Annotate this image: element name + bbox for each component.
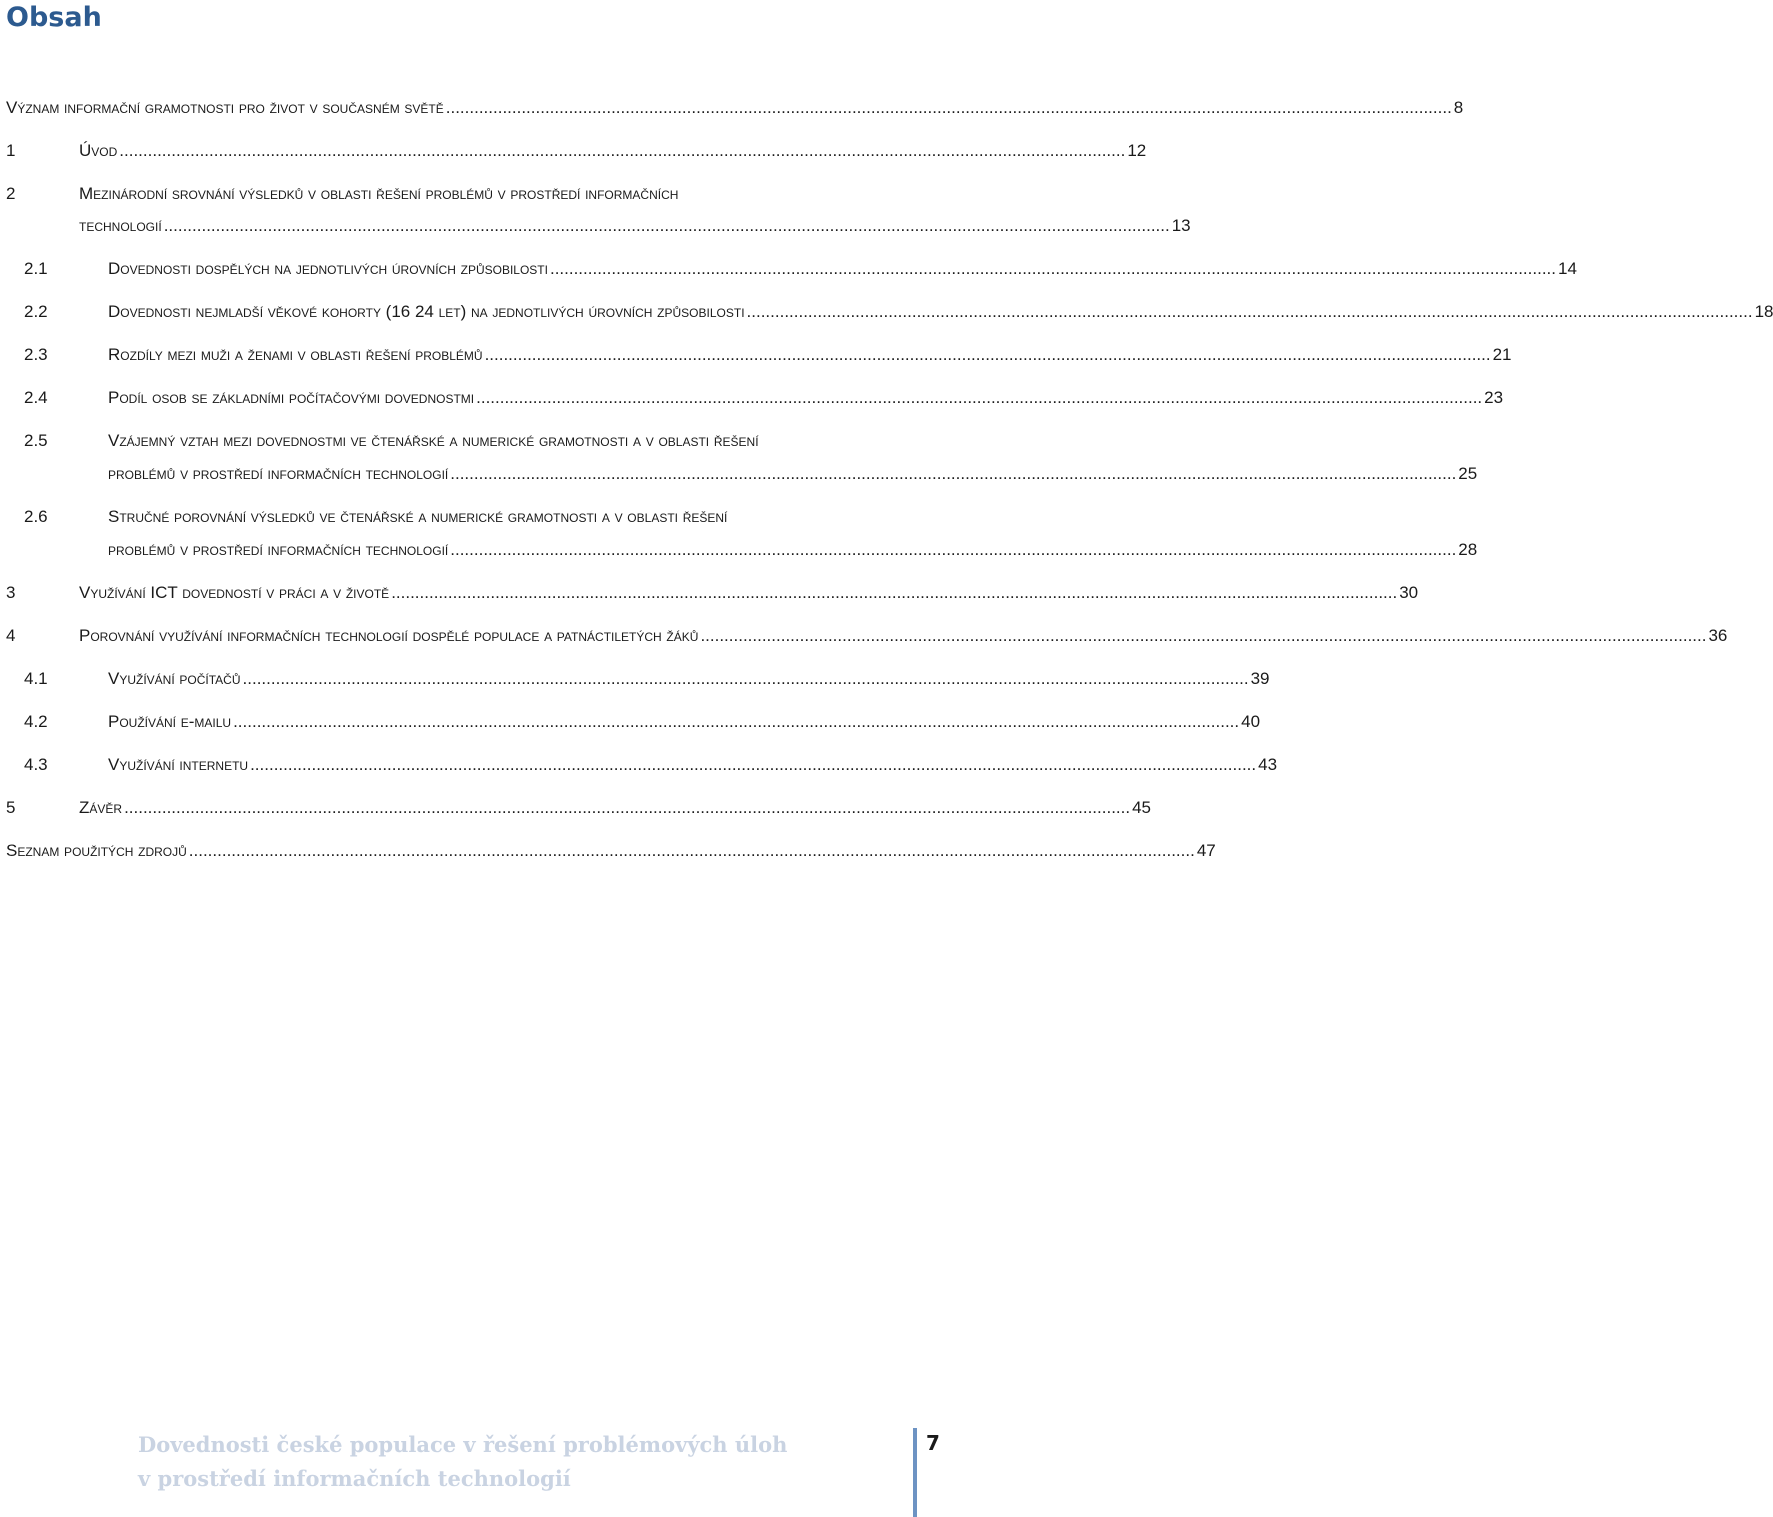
footer-page-number: 7 (926, 1431, 940, 1455)
footer-title (138, 1428, 787, 1496)
toc-entry[interactable] (0, 539, 1478, 561)
toc-entry[interactable] (0, 215, 1191, 237)
toc-entry[interactable] (0, 840, 1216, 862)
toc-leader-dots: ..................................................................................................................................................................................................................... (450, 540, 1457, 559)
toc-entry-number: 4 (6, 626, 16, 645)
page-title: Obsah (6, 2, 102, 33)
toc-entry-page: 8 (1453, 98, 1464, 117)
toc-entry-title-line1: Stručné porovnání výsledků ve čtenářské a numerické gramotnosti a v oblasti řešení (108, 507, 728, 526)
toc-entry-number: 2.3 (24, 345, 48, 364)
toc-entry-title: Porovnání využívání informačních technologií dospělé populace a patnáctiletých žáků (79, 626, 699, 645)
toc-entry-title: Seznam použitých zdrojů (6, 841, 187, 860)
toc-entry[interactable] (0, 463, 1478, 485)
toc-entry-number: 3 (6, 583, 16, 602)
toc-leader-dots: ..................................................................................................................................................................................................................... (188, 841, 1195, 860)
toc-entry-page: 40 (1241, 712, 1261, 731)
toc-entry-first-line[interactable] (0, 430, 960, 452)
toc-entry[interactable] (0, 668, 1270, 690)
toc-leader-dots: ..................................................................................................................................................................................................................... (746, 302, 1753, 321)
toc-entry-page: 47 (1196, 841, 1216, 860)
toc-leader-dots: ..................................................................................................................................................................................................................... (391, 583, 1398, 602)
toc-entry-number: 2.1 (24, 259, 48, 278)
toc-leader-dots: ..................................................................................................................................................................................................................... (476, 388, 1483, 407)
toc-entry-title: Používání e-mailu (108, 712, 232, 731)
toc-entry-title: Využívání ICT dovedností v práci a v životě (79, 583, 390, 602)
toc-entry-title: technologií (79, 216, 162, 235)
toc-entry-title: Podíl osob se základními počítačovými dovednostmi (108, 388, 475, 407)
toc-entry[interactable] (0, 387, 1504, 409)
toc-entry-page: 43 (1258, 755, 1278, 774)
toc-entry-number: 2.4 (24, 388, 48, 407)
toc-entry[interactable] (0, 582, 1419, 604)
toc-leader-dots: ..................................................................................................................................................................................................................... (250, 755, 1257, 774)
footer-title-line1: Dovednosti české populace v řešení problémových úloh (138, 1432, 788, 1457)
toc-leader-dots: ..................................................................................................................................................................................................................... (119, 141, 1126, 160)
toc-entry-page: 39 (1250, 669, 1270, 688)
toc-entry-number: 2 (6, 184, 16, 203)
toc-leader-dots: ..................................................................................................................................................................................................................... (233, 712, 1240, 731)
toc-entry-title: Využívání počítačů (108, 669, 241, 688)
toc-entry-title-line1: Mezinárodní srovnání výsledků v oblasti řešení problémů v prostředí informačních (79, 184, 679, 203)
toc-entry-title: problémů v prostředí informačních technologií (108, 464, 449, 483)
footer-divider (913, 1428, 917, 1517)
toc-entry-page: 21 (1492, 345, 1512, 364)
toc-entry-page: 13 (1171, 216, 1191, 235)
toc-entry[interactable] (0, 258, 1577, 280)
toc-entry[interactable] (0, 797, 1152, 819)
toc-entry-page: 14 (1558, 259, 1577, 278)
toc-entry-number: 1 (6, 141, 16, 160)
toc-entry-number: 4.1 (24, 669, 48, 688)
toc-entry[interactable] (0, 754, 1278, 776)
toc-entry[interactable] (0, 140, 1147, 162)
toc-leader-dots: ..................................................................................................................................................................................................................... (450, 464, 1457, 483)
toc-entry-number: 2.5 (24, 431, 48, 450)
toc-entry-page: 28 (1458, 540, 1478, 559)
toc-entry-page: 25 (1458, 464, 1478, 483)
toc-entry[interactable] (0, 97, 1464, 119)
toc-entry-number: 4.2 (24, 712, 48, 731)
toc-entry-title: problémů v prostředí informačních technologií (108, 540, 449, 559)
toc-entry-page: 30 (1399, 583, 1419, 602)
toc-leader-dots: ..................................................................................................................................................................................................................... (242, 669, 1249, 688)
toc-entry-page: 36 (1708, 626, 1728, 645)
toc-entry-title: Dovednosti nejmladší věkové kohorty (16 24 let) na jednotlivých úrovních způsobilosti (108, 302, 745, 321)
toc-entry[interactable] (0, 301, 1773, 323)
toc-entry-number: 2.2 (24, 302, 48, 321)
toc-entry-number: 5 (6, 798, 16, 817)
toc-entry-title: Úvod (79, 141, 118, 160)
toc-entry-number: 2.6 (24, 507, 48, 526)
toc-entry-first-line[interactable] (0, 183, 960, 205)
toc-entry[interactable] (0, 711, 1261, 733)
toc-entry-page: 45 (1132, 798, 1152, 817)
toc-leader-dots: ..................................................................................................................................................................................................................... (445, 98, 1452, 117)
toc-entry-title: Využívání internetu (108, 755, 249, 774)
toc-entry-title: Závěr (79, 798, 123, 817)
toc-leader-dots: ..................................................................................................................................................................................................................... (484, 345, 1491, 364)
toc-entry[interactable] (0, 625, 1728, 647)
toc-leader-dots: ..................................................................................................................................................................................................................... (163, 216, 1170, 235)
toc-leader-dots: ..................................................................................................................................................................................................................... (549, 259, 1556, 278)
toc-entry-title-line1: Vzájemný vztah mezi dovednostmi ve čtenářské a numerické gramotnosti a v oblasti řešení (108, 431, 759, 450)
footer-title-line2: v prostředí informačních technologií (138, 1466, 571, 1491)
toc-entry-title: Rozdíly mezi muži a ženami v oblasti řešení problémů (108, 345, 483, 364)
toc-entry-title: Význam informační gramotnosti pro život v současném světě (6, 98, 444, 117)
toc-entry[interactable] (0, 344, 1512, 366)
toc-entry-page: 23 (1484, 388, 1504, 407)
toc-leader-dots: ..................................................................................................................................................................................................................... (124, 798, 1131, 817)
toc-entry-title: Dovednosti dospělých na jednotlivých úrovních způsobilosti (108, 259, 548, 278)
toc-entry-page: 12 (1127, 141, 1147, 160)
toc-entry-first-line[interactable] (0, 506, 960, 528)
toc-leader-dots: ..................................................................................................................................................................................................................... (700, 626, 1707, 645)
toc-entry-number: 4.3 (24, 755, 48, 774)
toc-entry-page: 18 (1754, 302, 1773, 321)
